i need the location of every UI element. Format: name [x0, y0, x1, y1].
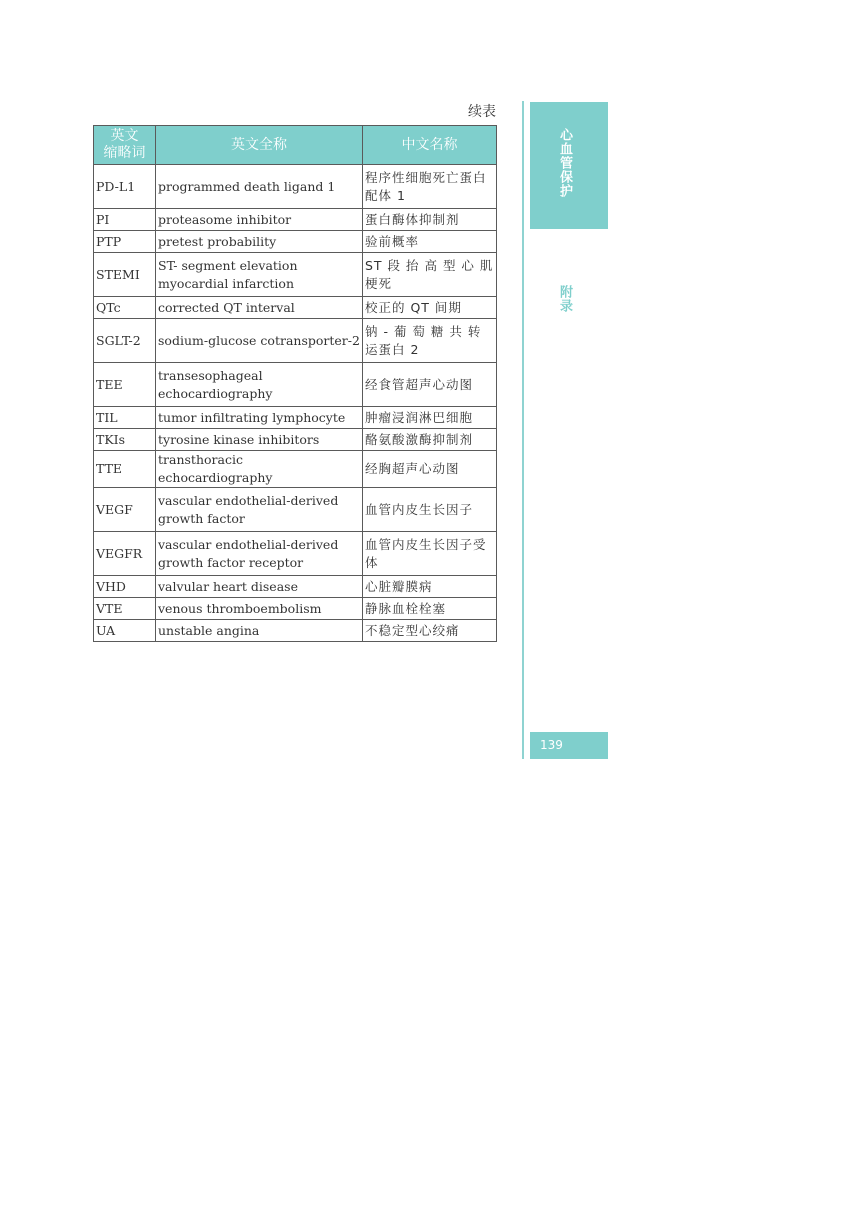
cell-english-name: pretest probability	[156, 231, 363, 253]
table-row	[94, 209, 497, 231]
table-row	[94, 363, 497, 407]
table-row	[94, 165, 497, 209]
cell-chinese-name: 校正的 QT 间期	[363, 297, 497, 319]
table-row	[94, 576, 497, 598]
cell-chinese-name: 程序性细胞死亡蛋白配体 1	[363, 165, 497, 209]
cell-english-name: proteasome inhibitor	[156, 209, 363, 231]
table-row	[94, 620, 497, 642]
table-caption: 续表	[468, 104, 496, 120]
cell-english-name: vascular endothelial-derived growth factor	[156, 488, 363, 532]
table-row	[94, 429, 497, 451]
cell-abbreviation: QTc	[94, 297, 156, 319]
section-title: 心血管保护	[557, 128, 572, 198]
cell-english-name: unstable angina	[156, 620, 363, 642]
cell-chinese-name: 静脉血栓栓塞	[363, 598, 497, 620]
cell-english-name: vascular endothelial-derived growth factor receptor	[156, 532, 363, 576]
cell-abbreviation: VTE	[94, 598, 156, 620]
table-row	[94, 319, 497, 363]
header-abbreviation-line2: 缩略词	[103, 145, 146, 161]
table-row	[94, 231, 497, 253]
table-row	[94, 297, 497, 319]
cell-english-name: corrected QT interval	[156, 297, 363, 319]
cell-abbreviation: TTE	[94, 451, 156, 488]
cell-english-name: venous thromboembolism	[156, 598, 363, 620]
cell-english-name: sodium-glucose cotransporter-2	[156, 319, 363, 363]
cell-abbreviation: TIL	[94, 407, 156, 429]
cell-chinese-name: 血管内皮生长因子	[363, 488, 497, 532]
cell-english-name: valvular heart disease	[156, 576, 363, 598]
table-body	[94, 165, 497, 642]
cell-english-name: programmed death ligand 1	[156, 165, 363, 209]
page-number-box	[530, 732, 608, 759]
cell-abbreviation: VHD	[94, 576, 156, 598]
header-abbreviation-line1: 英文	[110, 128, 139, 144]
cell-abbreviation: STEMI	[94, 253, 156, 297]
cell-chinese-name: ST 段 抬 高 型 心 肌梗死	[363, 253, 497, 297]
table-row	[94, 407, 497, 429]
cell-english-name: transesophageal echocardiography	[156, 363, 363, 407]
cell-abbreviation: VEGF	[94, 488, 156, 532]
cell-chinese-name: 心脏瓣膜病	[363, 576, 497, 598]
cell-abbreviation: TEE	[94, 363, 156, 407]
cell-chinese-name: 经食管超声心动图	[363, 363, 497, 407]
table-row	[94, 598, 497, 620]
header-abbreviation	[94, 126, 156, 165]
cell-chinese-name: 蛋白酶体抑制剂	[363, 209, 497, 231]
cell-chinese-name: 验前概率	[363, 231, 497, 253]
abbreviation-table	[93, 125, 497, 642]
cell-english-name: transthoracic echocardiography	[156, 451, 363, 488]
cell-chinese-name: 不稳定型心绞痛	[363, 620, 497, 642]
page-number: 139	[540, 738, 563, 752]
cell-chinese-name: 血管内皮生长因子受体	[363, 532, 497, 576]
cell-abbreviation: PD-L1	[94, 165, 156, 209]
header-english-full-name: 英文全称	[156, 126, 363, 165]
cell-abbreviation: VEGFR	[94, 532, 156, 576]
cell-abbreviation: UA	[94, 620, 156, 642]
cell-chinese-name: 经胸超声心动图	[363, 451, 497, 488]
cell-english-name: tumor infiltrating lymphocyte	[156, 407, 363, 429]
cell-abbreviation: SGLT-2	[94, 319, 156, 363]
cell-english-name: tyrosine kinase inhibitors	[156, 429, 363, 451]
margin-divider	[522, 101, 524, 759]
cell-chinese-name: 钠 - 葡 萄 糖 共 转 运蛋白 2	[363, 319, 497, 363]
table-row	[94, 488, 497, 532]
cell-abbreviation: PI	[94, 209, 156, 231]
table-header-row	[94, 126, 497, 165]
table-row	[94, 253, 497, 297]
cell-abbreviation: TKIs	[94, 429, 156, 451]
cell-english-name: ST- segment elevation myocardial infarction	[156, 253, 363, 297]
cell-chinese-name: 肿瘤浸润淋巴细胞	[363, 407, 497, 429]
cell-chinese-name: 酪氨酸激酶抑制剂	[363, 429, 497, 451]
section-label: 附录	[557, 285, 572, 313]
header-chinese-name: 中文名称	[363, 126, 497, 165]
table-row	[94, 451, 497, 488]
cell-abbreviation: PTP	[94, 231, 156, 253]
table-row	[94, 532, 497, 576]
